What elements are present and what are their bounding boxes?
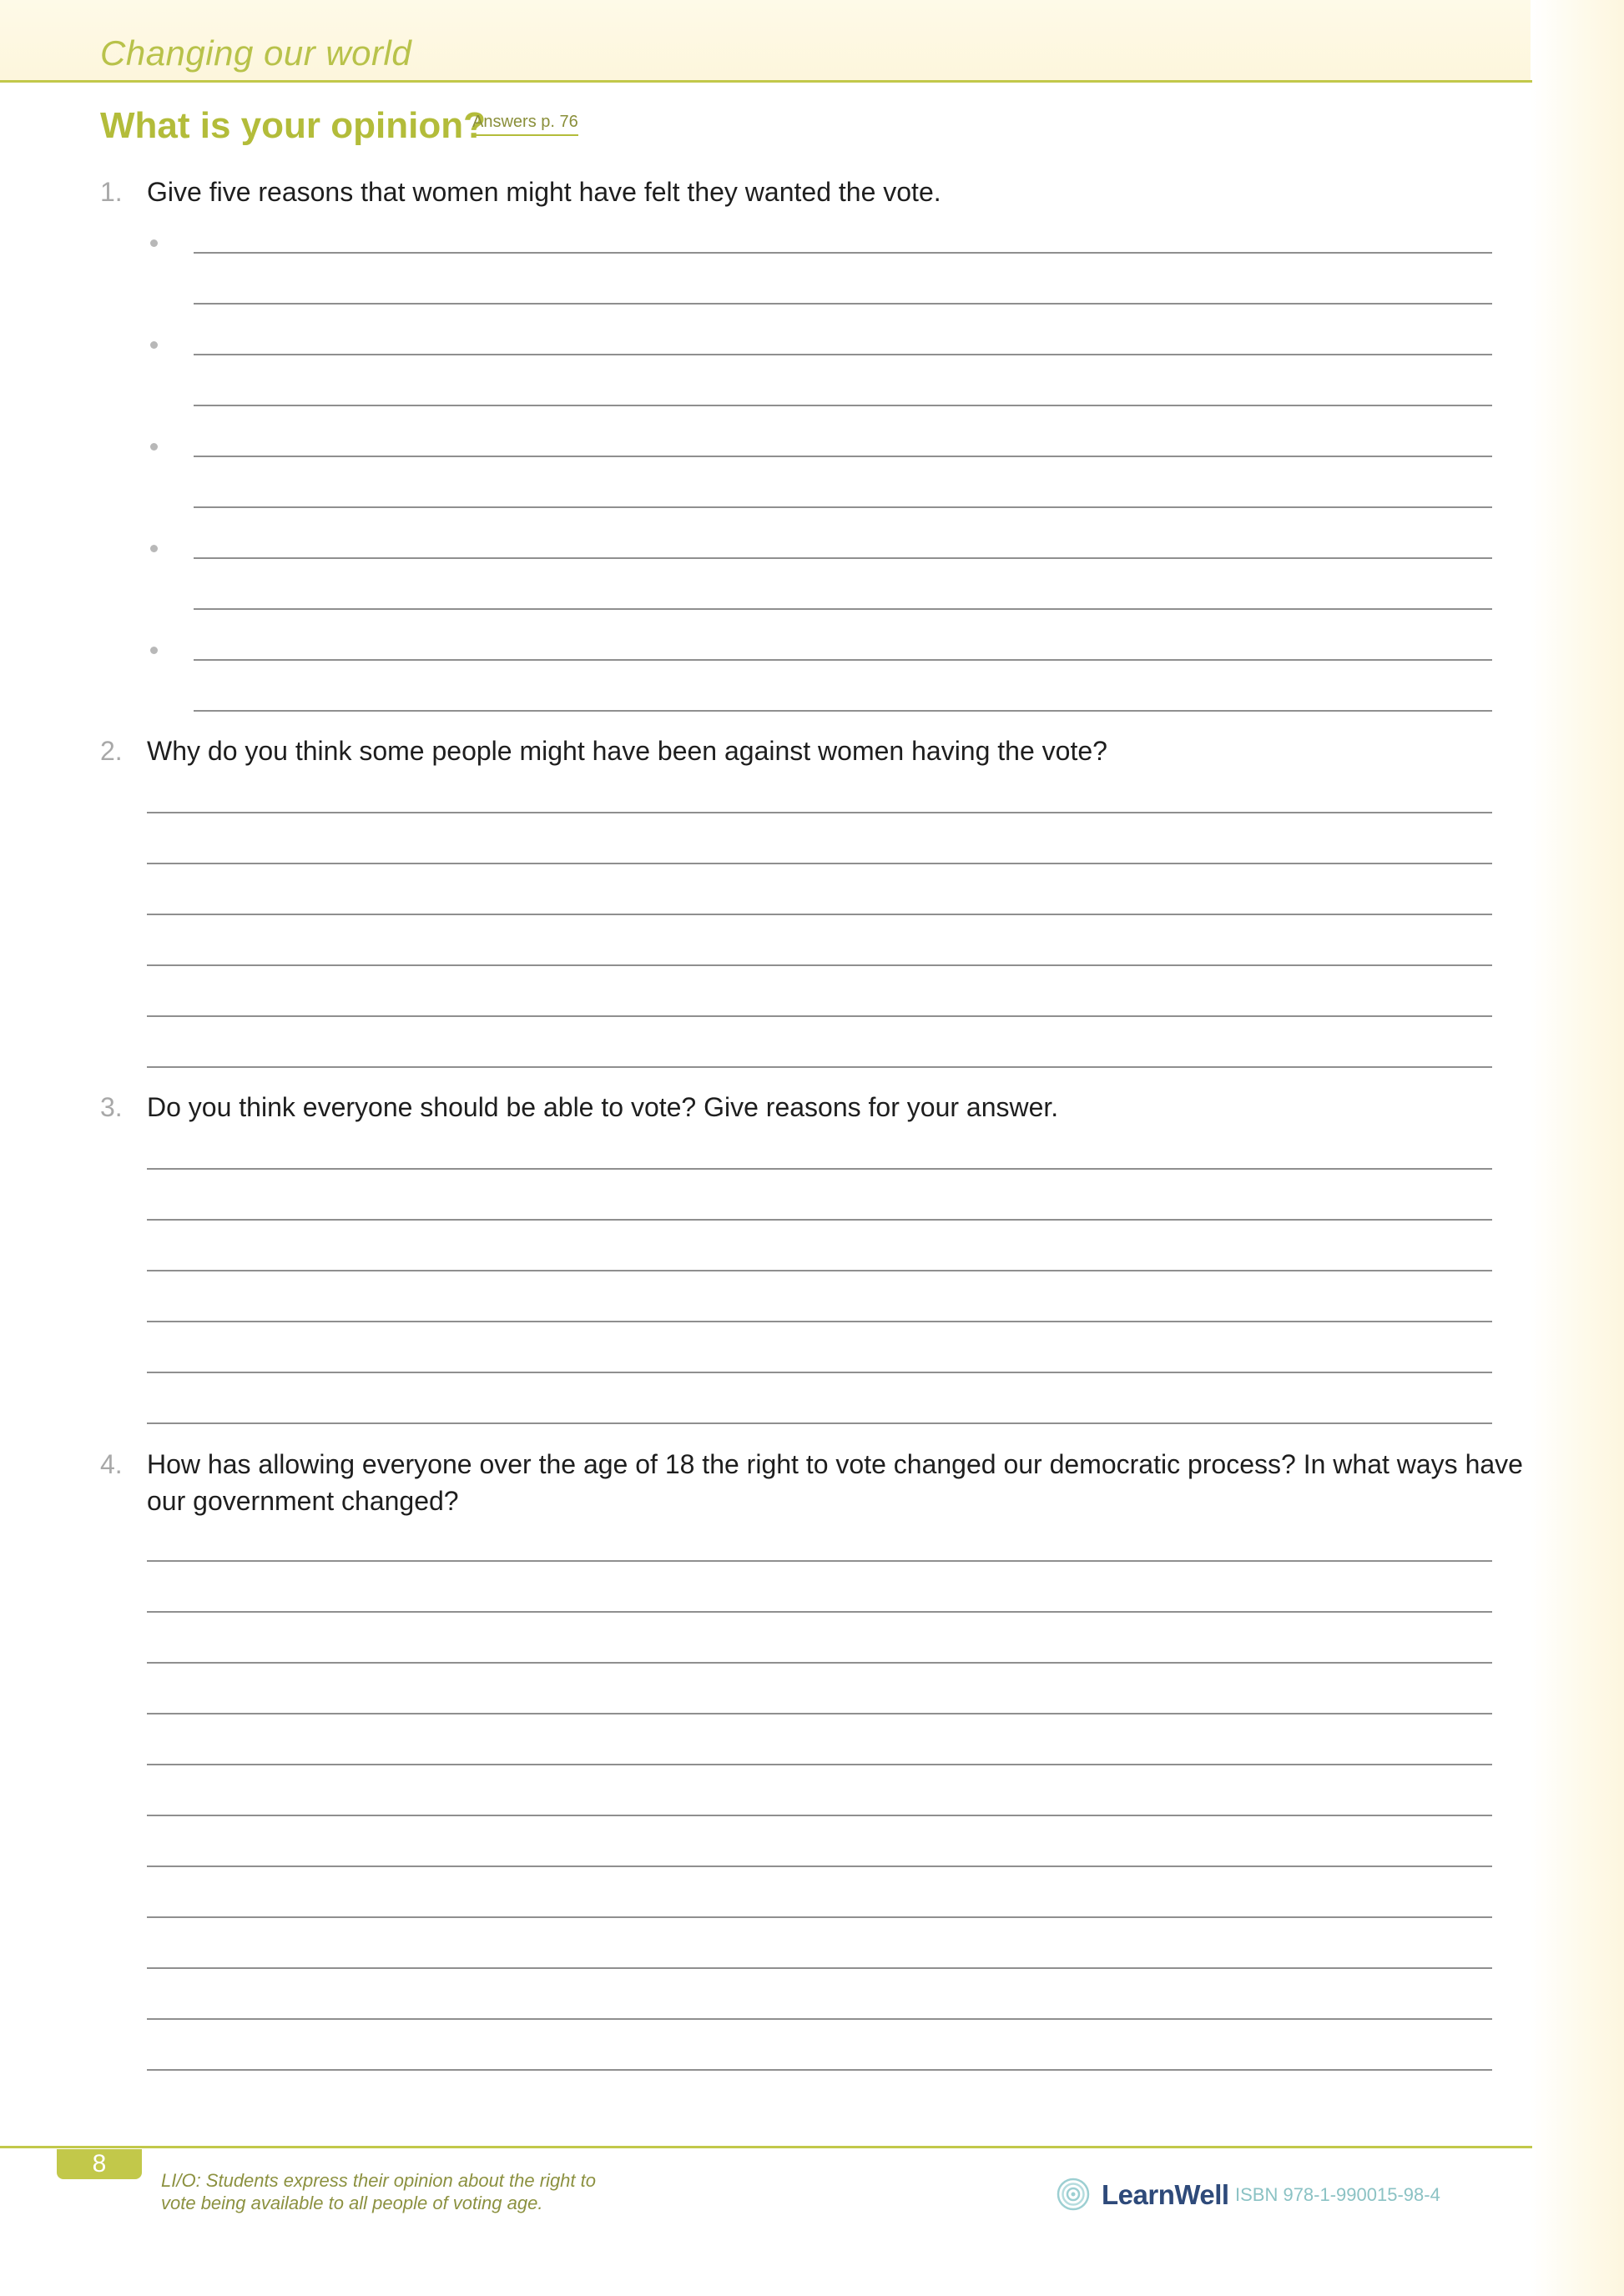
- answer-line[interactable]: [147, 1815, 1492, 1816]
- answer-line[interactable]: [147, 1168, 1492, 1170]
- answer-line[interactable]: [147, 1219, 1492, 1221]
- answer-line[interactable]: [194, 608, 1492, 610]
- answer-line[interactable]: [194, 303, 1492, 305]
- question-text: Why do you think some people might have been against women having the vote?: [147, 736, 1107, 766]
- note-line-1: LI/O: Students express their opinion about the right to: [161, 2170, 596, 2191]
- bullet-icon: [150, 647, 158, 654]
- answer-line[interactable]: [147, 863, 1492, 864]
- footer-rule: [0, 2146, 1532, 2148]
- bullet-icon: [150, 239, 158, 247]
- answer-line[interactable]: [147, 1713, 1492, 1714]
- note-line-2: vote being available to all people of voting age.: [161, 2193, 543, 2213]
- answer-line[interactable]: [147, 1422, 1492, 1424]
- answer-line[interactable]: [194, 252, 1492, 254]
- answer-line[interactable]: [194, 659, 1492, 661]
- isbn: ISBN 978-1-990015-98-4: [1235, 2184, 1440, 2205]
- answer-line[interactable]: [147, 1321, 1492, 1322]
- learnwell-logo-icon: [1057, 2178, 1090, 2211]
- answer-line[interactable]: [147, 2018, 1492, 2020]
- question-number: 3.: [100, 1092, 123, 1122]
- answer-line[interactable]: [147, 964, 1492, 966]
- answers-reference-link[interactable]: Answers p. 76: [472, 113, 578, 136]
- question-number: 4.: [100, 1449, 123, 1479]
- answer-line[interactable]: [147, 1015, 1492, 1017]
- answer-line[interactable]: [194, 506, 1492, 508]
- answer-line[interactable]: [147, 1916, 1492, 1918]
- answer-line[interactable]: [194, 405, 1492, 406]
- answer-line[interactable]: [147, 1662, 1492, 1664]
- answer-line[interactable]: [147, 1611, 1492, 1613]
- answer-line[interactable]: [147, 914, 1492, 915]
- answer-line[interactable]: [147, 1967, 1492, 1969]
- section-title: What is your opinion?: [100, 105, 486, 146]
- header-rule: [0, 80, 1532, 83]
- bullet-icon: [150, 545, 158, 552]
- answer-line[interactable]: [194, 710, 1492, 712]
- page-number: 8: [57, 2149, 142, 2179]
- question-text: How has allowing everyone over the age of 18 the right to vote changed our democratic process? In what ways have our government changed?: [147, 1449, 1523, 1516]
- answer-line[interactable]: [147, 812, 1492, 813]
- answer-line[interactable]: [147, 1372, 1492, 1373]
- question-number: 2.: [100, 736, 123, 766]
- bullet-icon: [150, 341, 158, 349]
- answer-line[interactable]: [147, 2069, 1492, 2071]
- answer-line[interactable]: [147, 1764, 1492, 1765]
- question-text: Give five reasons that women might have felt they wanted the vote.: [147, 177, 941, 207]
- running-title: Changing our world: [100, 33, 412, 73]
- question-text: Do you think everyone should be able to vote? Give reasons for your answer.: [147, 1092, 1059, 1122]
- brand-name: LearnWell: [1102, 2179, 1229, 2210]
- answer-line[interactable]: [194, 557, 1492, 559]
- answer-line[interactable]: [147, 1866, 1492, 1867]
- learning-intention-note: [161, 2169, 596, 2214]
- answer-line[interactable]: [147, 1560, 1492, 1562]
- answer-line[interactable]: [147, 1066, 1492, 1068]
- answer-line[interactable]: [194, 456, 1492, 457]
- bullet-icon: [150, 443, 158, 451]
- question-number: 1.: [100, 177, 123, 207]
- answer-line[interactable]: [194, 354, 1492, 355]
- answer-line[interactable]: [147, 1270, 1492, 1271]
